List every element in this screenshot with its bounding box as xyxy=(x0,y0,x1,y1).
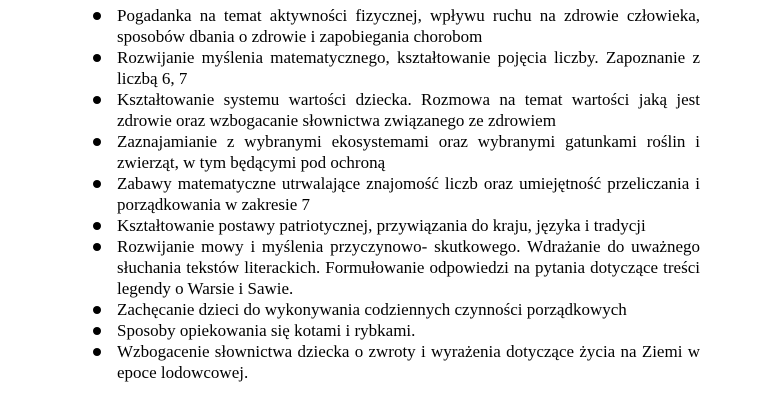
list-item xyxy=(87,5,700,47)
bullet-icon xyxy=(93,348,101,356)
bullet-icon xyxy=(93,138,101,146)
list-item xyxy=(87,215,700,236)
bullet-icon xyxy=(93,96,101,104)
list-item-text: Zabawy matematyczne utrwalające znajomość liczb oraz umiejętność przeliczania i porządkowania w zakresie 7 xyxy=(117,174,700,214)
list-item xyxy=(87,341,700,383)
bullet-icon xyxy=(93,12,101,20)
list-item xyxy=(87,299,700,320)
list-item-text: Pogadanka na temat aktywności fizycznej, wpływu ruchu na zdrowie człowieka, sposobów dbania o zdrowie i zapobiegania chorobom xyxy=(117,6,700,46)
list-item xyxy=(87,236,700,299)
list-item xyxy=(87,47,700,89)
list-item xyxy=(87,89,700,131)
list-item-text: Zachęcanie dzieci do wykonywania codziennych czynności porządkowych xyxy=(117,300,627,319)
bullet-list xyxy=(87,5,700,383)
list-item-text: Kształtowanie postawy patriotycznej, przywiązania do kraju, języka i tradycji xyxy=(117,216,646,235)
bullet-icon xyxy=(93,180,101,188)
bullet-icon xyxy=(93,327,101,335)
list-item-text: Wzbogacenie słownictwa dziecka o zwroty i wyrażenia dotyczące życia na Ziemi w epoce lodowcowej. xyxy=(117,342,700,382)
list-item-text: Zaznajamianie z wybranymi ekosystemami oraz wybranymi gatunkami roślin i zwierząt, w tym będącymi pod ochroną xyxy=(117,132,700,172)
bullet-icon xyxy=(93,54,101,62)
bullet-icon xyxy=(93,306,101,314)
bullet-icon xyxy=(93,243,101,251)
list-item xyxy=(87,131,700,173)
list-item-text: Sposoby opiekowania się kotami i rybkami. xyxy=(117,321,416,340)
list-item-text: Rozwijanie mowy i myślenia przyczynowo- skutkowego. Wdrażanie do uważnego słuchania tekstów literackich. Formułowanie odpowiedzi na pytania dotyczące treści legendy o Warsie i Sawie. xyxy=(117,237,700,298)
list-item xyxy=(87,173,700,215)
bullet-icon xyxy=(93,222,101,230)
list-item-text: Rozwijanie myślenia matematycznego, kształtowanie pojęcia liczby. Zapoznanie z liczbą 6, 7 xyxy=(117,48,700,88)
list-item-text: Kształtowanie systemu wartości dziecka. Rozmowa na temat wartości jaką jest zdrowie oraz wzbogacanie słownictwa związanego ze zdrowiem xyxy=(117,90,700,130)
list-item xyxy=(87,320,700,341)
